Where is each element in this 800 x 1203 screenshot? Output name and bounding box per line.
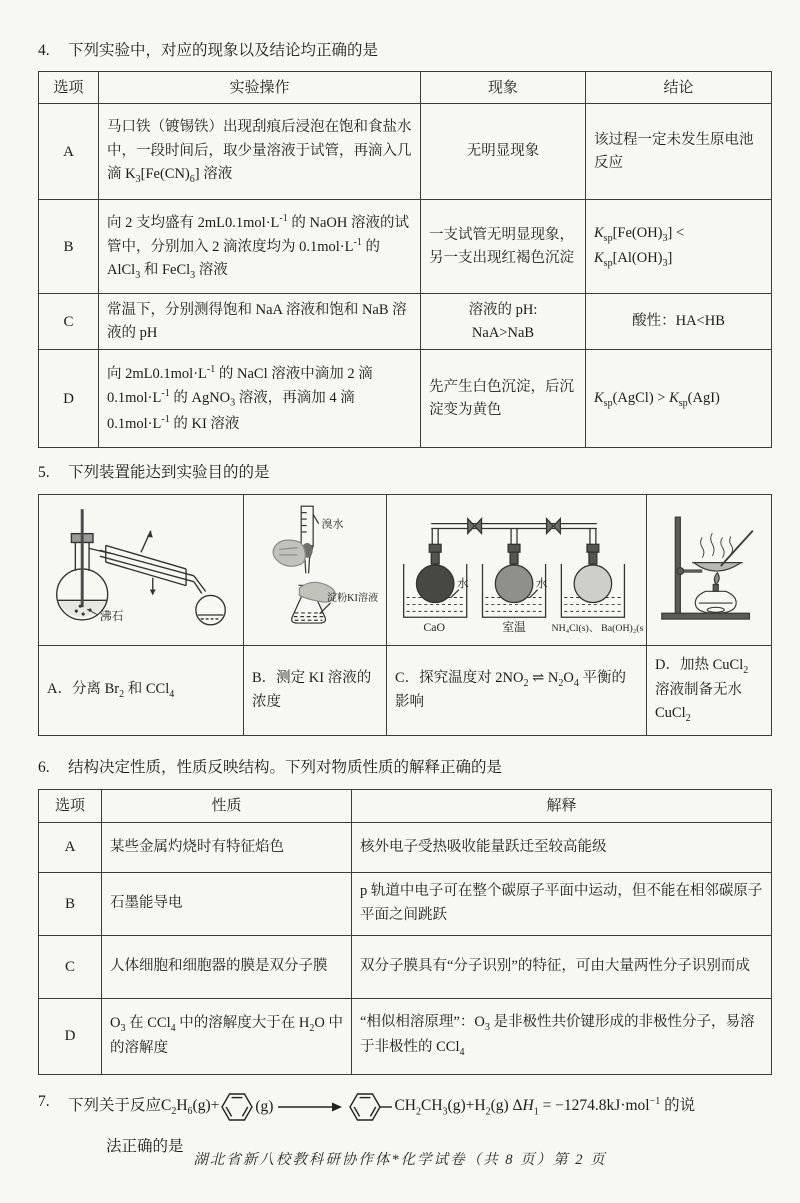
table-row xyxy=(39,104,772,200)
header-phenomenon: 现象 xyxy=(421,72,586,104)
table-header-row xyxy=(39,789,772,822)
reaction-arrow-icon xyxy=(278,1101,342,1113)
table-row xyxy=(39,872,772,935)
question-5-table xyxy=(38,494,772,736)
property-cell: 石墨能导电 xyxy=(102,872,352,935)
property-cell: 人体细胞和细胞器的膜是双分子膜 xyxy=(102,935,352,998)
header-option: 选项 xyxy=(39,72,99,104)
question-5-number: 5. xyxy=(38,464,50,482)
header-conclusion: 结论 xyxy=(586,72,772,104)
option-letter: A xyxy=(39,104,99,200)
salts-label: NH₄Cl(s)、 Ba(OH)₂(s) xyxy=(551,622,643,634)
apparatus-c-equilibrium xyxy=(387,494,647,645)
property-cell: 某些金属灼烧时有特征焰色 xyxy=(102,822,352,872)
explanation-cell: “相似相溶原理”：$O_3$ 是非极性共价键形成的非极性分子，易溶于非极性的 CCl$_4$ xyxy=(352,998,772,1074)
question-7-line2: 法正确的是 xyxy=(106,1137,184,1155)
operation-cell: 马口铁（镀锡铁）出现刮痕后浸泡在饱和食盐水中，一段时间后，取少量溶液于试管，再滴入几滴 $K_3[Fe(CN)_6]$ 溶液 xyxy=(99,104,421,200)
page-footer: 湖北省新八校教科研协作体*化学试卷（共 8 页）第 2 页 xyxy=(193,1152,607,1168)
phenomenon-cell: 无明显现象 xyxy=(421,104,586,200)
room-temp-label: 室温 xyxy=(501,619,526,634)
explanation-cell: 核外电子受热吸收能量跃迁至较高能级 xyxy=(352,822,772,872)
option-letter: C xyxy=(39,935,102,998)
evaporation-heating-diagram-icon xyxy=(650,497,768,635)
header-explanation: 解释 xyxy=(352,789,772,822)
table-header-row xyxy=(39,72,772,104)
option-b-caption: B．测定 KI 溶液的浓度 xyxy=(244,646,387,736)
question-4-number: 4. xyxy=(38,42,50,59)
conclusion-cell: 该过程一定未发生原电池反应 xyxy=(586,104,772,200)
water-label-2: 水 xyxy=(535,576,548,591)
option-letter: A xyxy=(39,822,102,872)
conclusion-cell: 酸性：HA<HB xyxy=(586,294,772,350)
cao-label: CaO xyxy=(422,619,445,634)
starch-ki-label: 淀粉KI溶液 xyxy=(326,592,379,604)
question-5-title: 5. 下列装置能达到实验目的的是 xyxy=(38,462,772,484)
table-row xyxy=(39,822,772,872)
conclusion-cell: $K_{sp}(AgCl) > K_{sp}(AgI)$ xyxy=(586,350,772,448)
option-c-caption: C．探究温度对 $2NO_2$ ⇌ $N_2O_4$ 平衡的影响 xyxy=(387,646,647,736)
phenomenon-cell: 溶液的 pH: NaA>NaB xyxy=(421,294,586,350)
apparatus-a-distillation xyxy=(39,494,244,645)
explanation-cell: 双分子膜具有“分子识别”的特征，可由大量两性分子识别而成 xyxy=(352,935,772,998)
benzene-ring-icon xyxy=(220,1090,254,1124)
header-property: 性质 xyxy=(102,789,352,822)
property-cell: $O_3$ 在 CCl$_4$ 中的溶解度大于在 $H_2O$ 中的溶解度 xyxy=(102,998,352,1074)
header-option: 选项 xyxy=(39,789,102,822)
apparatus-b-dropper xyxy=(244,494,387,645)
apparatus-d-heating xyxy=(647,494,772,645)
distillation-diagram-icon xyxy=(43,497,239,635)
reaction-equation xyxy=(68,1090,695,1124)
explanation-cell: p 轨道中电子可在整个碳原子平面中运动，但不能在相邻碳原子平面之间跳跃 xyxy=(352,872,772,935)
benzene-ring-icon xyxy=(348,1090,393,1124)
question-6-number: 6. xyxy=(38,759,50,777)
option-letter: B xyxy=(39,200,99,294)
operation-cell: 向 $2mL0.1mol\cdot L^{-1}$ 的 NaCl 溶液中滴加 2 滴 $0.1mol\cdot L^{-1}$ 的 AgNO$_3$ 溶液，再滴加 4 滴 $0.1mol\cdot L^{-1}$ 的 KI 溶液 xyxy=(99,350,421,448)
question-7-number: 7. xyxy=(38,1092,50,1110)
question-6-table xyxy=(38,789,772,1075)
question-6-title: 6. 结构决定性质，性质反映结构。下列对物质性质的解释正确的是 xyxy=(38,757,772,779)
table-row xyxy=(39,998,772,1074)
header-operation: 实验操作 xyxy=(99,72,421,104)
conclusion-cell: $K_{sp}[Fe(OH)_3]$ < $K_{sp}[Al(OH)_3]$ xyxy=(586,200,772,294)
reaction-text-post: $CH_2CH_3(g)+H_2(g) \Delta H_1 = -1274.8kJ\cdot mol^{-1}$ 的说 xyxy=(394,1095,696,1118)
phenomenon-cell: 一支试管无明显现象，另一支出现红褐色沉淀 xyxy=(421,200,586,294)
option-a-caption: A．分离 $Br_2$ 和 CCl$_4$ xyxy=(39,646,244,736)
dropper-flask-diagram-icon xyxy=(246,497,384,635)
option-letter: D xyxy=(39,350,99,448)
table-row xyxy=(39,935,772,998)
bromine-water-label: 溴水 xyxy=(321,518,344,531)
table-row xyxy=(39,350,772,448)
operation-cell: 向 2 支均盛有 $2mL0.1mol\cdot L^{-1}$ 的 NaOH 溶液的试管中，分别加入 2 滴浓度均为 $0.1mol\cdot L^{-1}$ 的 AlCl$_3$ 和 FeCl$_3$ 溶液 xyxy=(99,200,421,294)
no2-equilibrium-diagram-icon xyxy=(391,497,643,635)
option-d-caption: D．加热 CuCl$_2$ 溶液制备无水 CuCl$_2$ xyxy=(647,646,772,736)
phenomenon-cell: 先产生白色沉淀，后沉淀变为黄色 xyxy=(421,350,586,448)
option-letter: B xyxy=(39,872,102,935)
option-letter: D xyxy=(39,998,102,1074)
option-letter: C xyxy=(39,294,99,350)
operation-cell: 常温下，分别测得饱和 NaA 溶液和饱和 NaB 溶液的 pH xyxy=(99,294,421,350)
water-label-1: 水 xyxy=(456,576,469,591)
reaction-text-pre: 下列关于反应$C_2H_6(g)+$ xyxy=(68,1097,220,1118)
question-7 xyxy=(38,1090,772,1124)
question-4-table xyxy=(38,71,772,448)
table-row xyxy=(39,294,772,350)
question-4-title: 4. 下列实验中，对应的现象以及结论均正确的是 xyxy=(38,40,772,62)
boiling-stone-label: 沸石 xyxy=(99,609,124,623)
table-row xyxy=(39,200,772,294)
reaction-text-g1: (g) xyxy=(255,1097,274,1115)
